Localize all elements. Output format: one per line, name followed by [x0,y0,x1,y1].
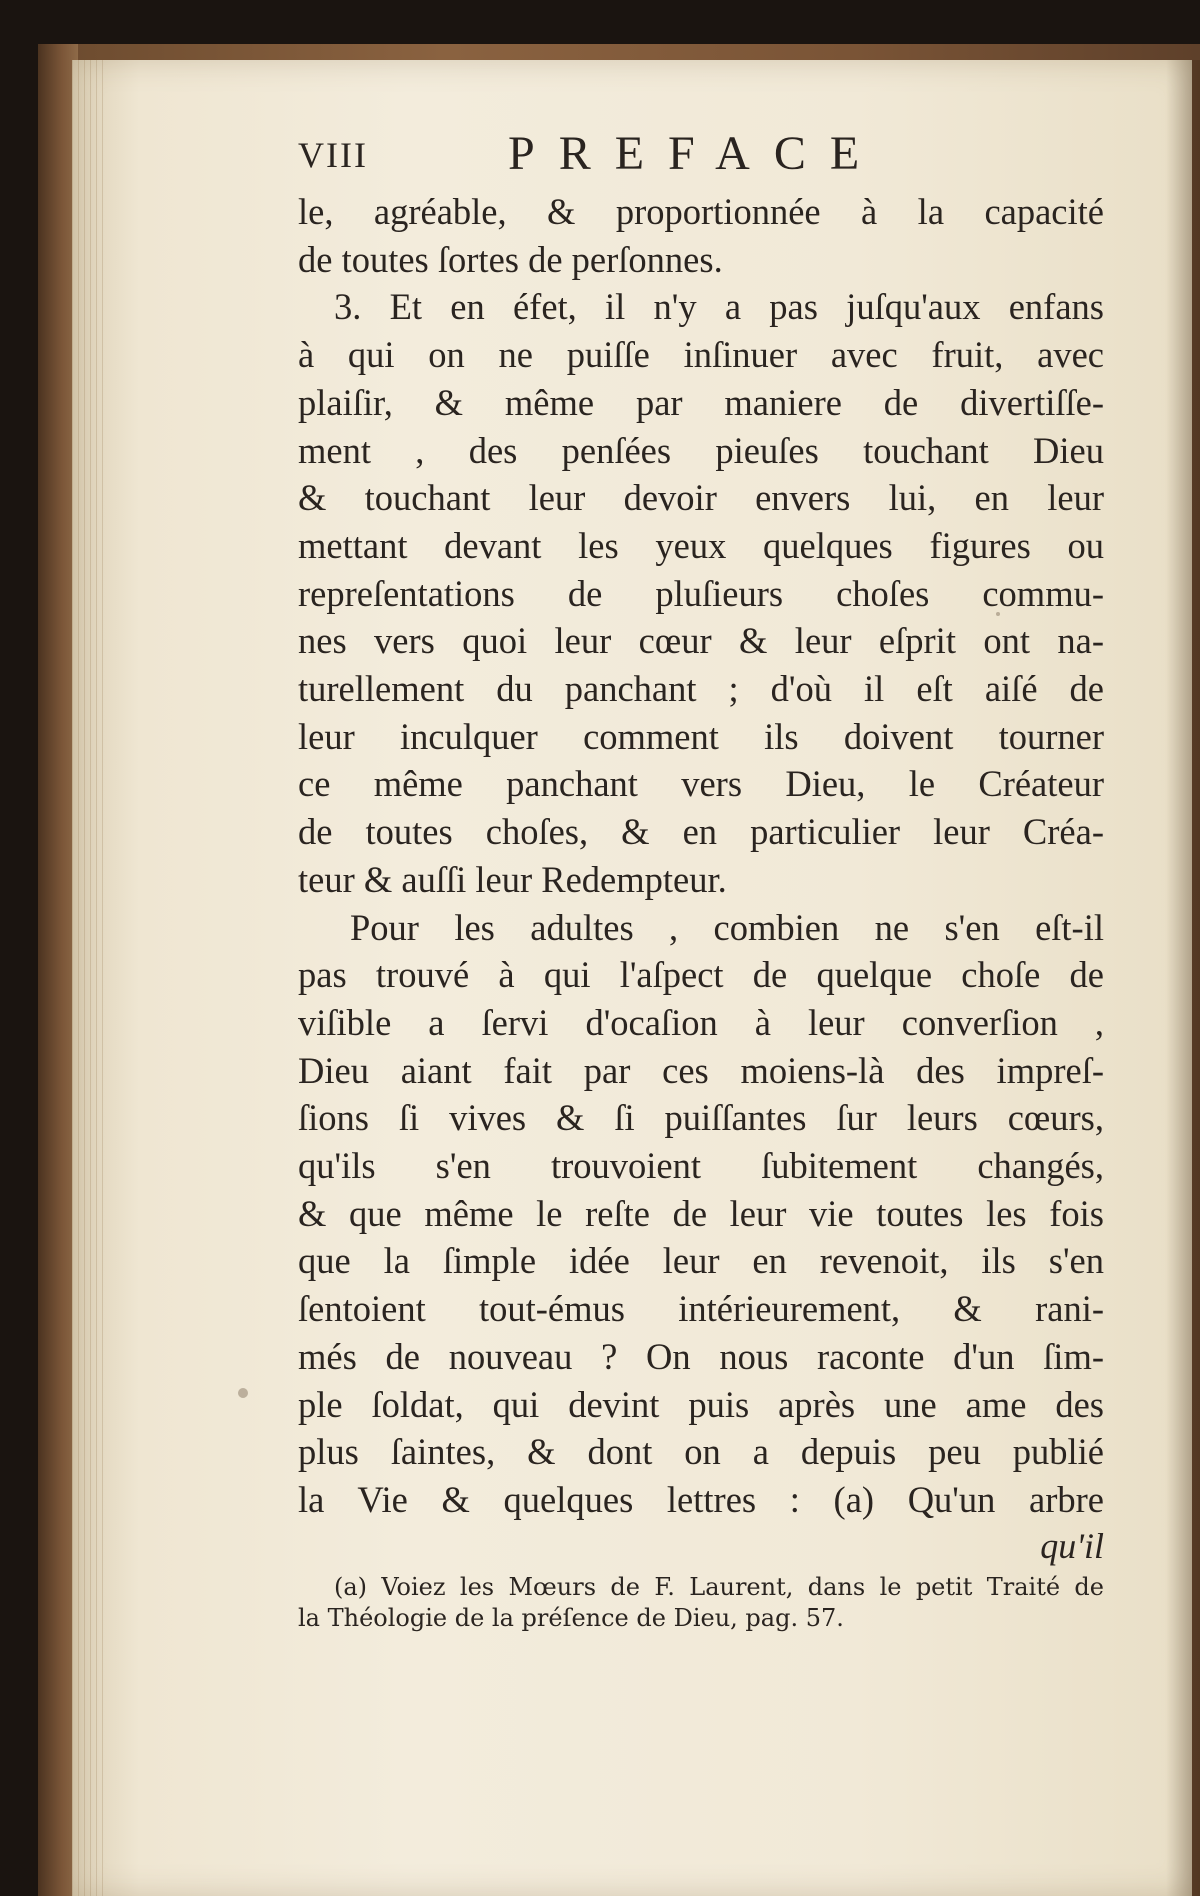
text-line: plaiſir, & même par maniere de divertiſſe- [298,381,1104,423]
text-line: ple ſoldat, qui devint puis après une ame des [298,1383,1104,1425]
footnote-line: la Théologie de la préſence de Dieu, pag. 57. [298,1603,844,1632]
text-line: ment , des penſées pieuſes touchant Dieu [298,429,1104,471]
text-line: Dieu aiant fait par ces moiens-là des impreſ- [298,1049,1104,1091]
text-line: de toutes ſortes de perſonnes. [298,238,723,280]
text-line: Pour les adultes , combien ne s'en eſt-il [350,906,1104,948]
running-header [298,128,1098,188]
footnotes [298,1572,1104,1634]
text-line: ce même panchant vers Dieu, le Créateur [298,763,1104,805]
page-edges [72,60,108,1896]
text-line: la Vie & quelques lettres : (a) Qu'un arbre [298,1478,1104,1520]
footnote-line: (a) Voiez les Mœurs de F. Laurent, dans le petit Traité de [334,1572,1104,1601]
text-line: que la ſimple idée leur en revenoit, ils s'en [298,1240,1104,1282]
running-title: PREFACE [508,127,884,180]
text-line: & que même le reſte de leur vie toutes les fois [298,1192,1104,1234]
gutter-shadow [1166,60,1200,1896]
catchword: qu'il [1040,1525,1104,1566]
text-line: ſions ſi vives & ſi puiſſantes ſur leurs cœurs, [298,1097,1104,1139]
text-line: viſible a ſervi d'ocaſion à leur converſion , [298,1001,1104,1043]
text-line: repreſentations de pluſieurs choſes commu- [298,572,1104,614]
text-line: plus ſaintes, & dont on a depuis peu publié [298,1431,1104,1473]
text-line: ſentoient tout-émus intérieurement, & rani- [298,1288,1104,1330]
text-line: mettant devant les yeux quelques figures ou [298,524,1104,566]
text-line: de toutes choſes, & en particulier leur Créa- [298,811,1104,853]
text-line: leur inculquer comment ils doivent tourner [298,715,1104,757]
text-line: le, agréable, & proportionnée à la capacité [298,191,1104,232]
text-line: més de nouveau ? On nous raconte d'un ſim- [298,1335,1104,1377]
body-text [298,188,1104,1568]
text-line: turellement du panchant ; d'où il eſt aiſé de [298,668,1104,710]
text-line: 3. Et en éfet, il n'y a pas juſqu'aux enfans [334,286,1104,328]
text-line: teur & auſſi leur Redempteur. [298,858,727,900]
text-line: à qui on ne puiſſe inſinuer avec fruit, avec [298,334,1104,376]
page-number: VIII [298,135,368,175]
text-line: nes vers quoi leur cœur & leur eſprit ont na- [298,620,1104,662]
text-block [298,127,1104,1634]
text-line: qu'ils s'en trouvoient ſubitement changés, [298,1145,1104,1187]
text-line: pas trouvé à qui l'aſpect de quelque choſe de [298,954,1104,996]
text-line: & touchant leur devoir envers lui, en leur [298,477,1104,519]
foxing-spot [238,1388,248,1398]
